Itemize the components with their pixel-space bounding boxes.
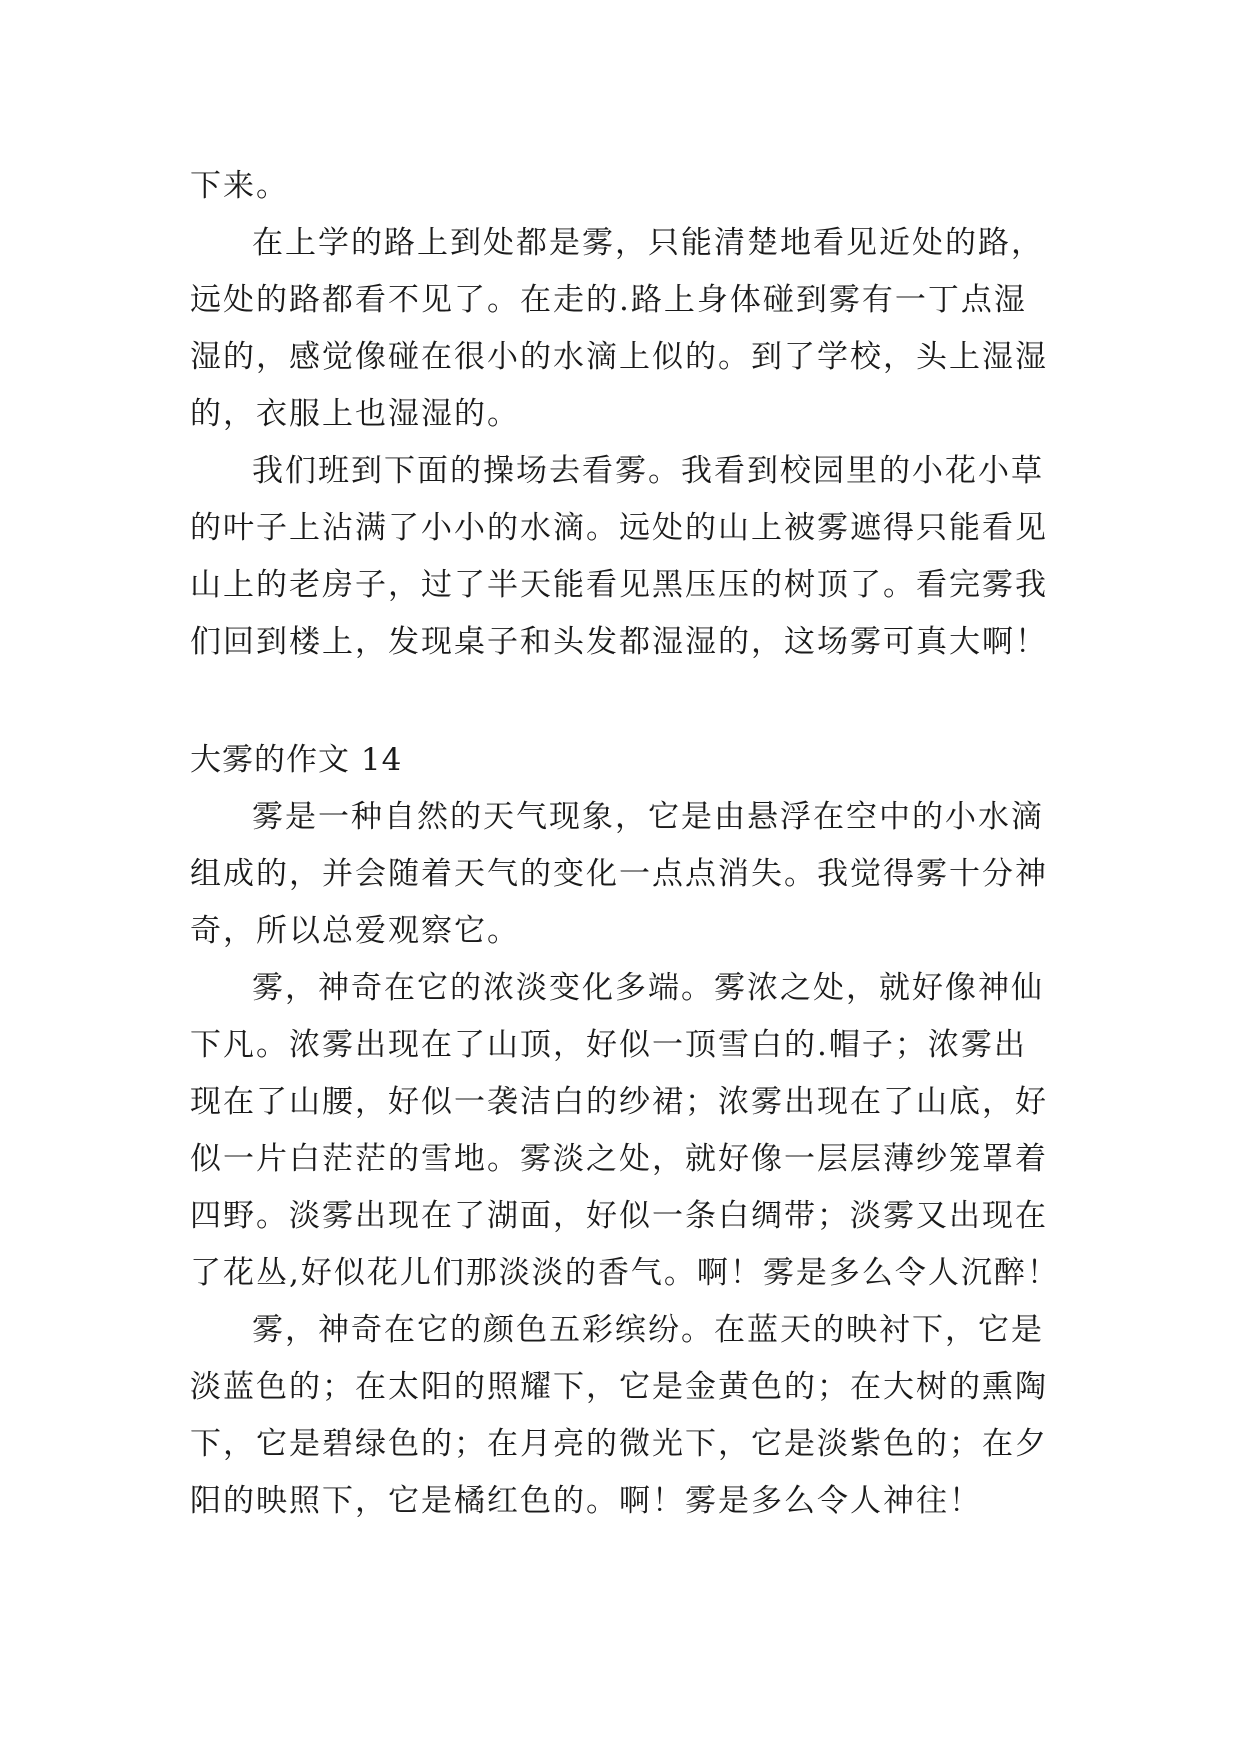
paragraph-line: 远处的路都看不见了。在走的.路上身体碰到雾有一丁点湿: [190, 282, 1027, 318]
paragraph-line: 现在了山腰，好似一袭洁白的纱裙；浓雾出现在了山底，好: [190, 1084, 1048, 1120]
paragraph-line: 四野。淡雾出现在了湖面，好似一条白绸带；淡雾又出现在: [190, 1198, 1048, 1234]
paragraph-line: 阳的映照下，它是橘红色的。啊！雾是多么令人神往！: [190, 1483, 982, 1519]
paragraph-line: 似一片白茫茫的雪地。雾淡之处，就好像一层层薄纱笼罩着: [190, 1141, 1048, 1177]
paragraph-line: 的叶子上沾满了小小的水滴。远处的山上被雾遮得只能看见: [190, 510, 1048, 546]
paragraph-line: 下凡。浓雾出现在了山顶，好似一顶雪白的.帽子；浓雾出: [190, 1027, 1027, 1063]
paragraph-line: 们回到楼上，发现桌子和头发都湿湿的，这场雾可真大啊！: [190, 624, 1048, 660]
paragraph-line: 雾是一种自然的天气现象，它是由悬浮在空中的小水滴: [252, 799, 1044, 835]
paragraph-line: 奇，所以总爱观察它。: [190, 913, 520, 949]
paragraph-line: 在上学的路上到处都是雾，只能清楚地看见近处的路，: [252, 225, 1044, 261]
paragraph-line: 的，衣服上也湿湿的。: [190, 396, 520, 432]
paragraph-line: 组成的，并会随着天气的变化一点点消失。我觉得雾十分神: [190, 856, 1048, 892]
section-heading: 大雾的作文 14: [190, 742, 403, 778]
paragraph-line: 山上的老房子，过了半天能看见黑压压的树顶了。看完雾我: [190, 567, 1048, 603]
paragraph-line: 我们班到下面的操场去看雾。我看到校园里的小花小草: [252, 453, 1044, 489]
paragraph-line: 下来。: [190, 168, 289, 204]
paragraph-line: 淡蓝色的；在太阳的照耀下，它是金黄色的；在大树的熏陶: [190, 1369, 1048, 1405]
paragraph-line: 湿的，感觉像碰在很小的水滴上似的。到了学校，头上湿湿: [190, 339, 1048, 375]
paragraph-line: 下，它是碧绿色的；在月亮的微光下，它是淡紫色的；在夕: [190, 1426, 1048, 1462]
paragraph-line: 雾，神奇在它的浓淡变化多端。雾浓之处，就好像神仙: [252, 970, 1044, 1006]
paragraph-line: 了花丛,好似花儿们那淡淡的香气。啊！雾是多么令人沉醉！: [190, 1255, 1060, 1291]
paragraph-line: 雾，神奇在它的颜色五彩缤纷。在蓝天的映衬下，它是: [252, 1312, 1044, 1348]
